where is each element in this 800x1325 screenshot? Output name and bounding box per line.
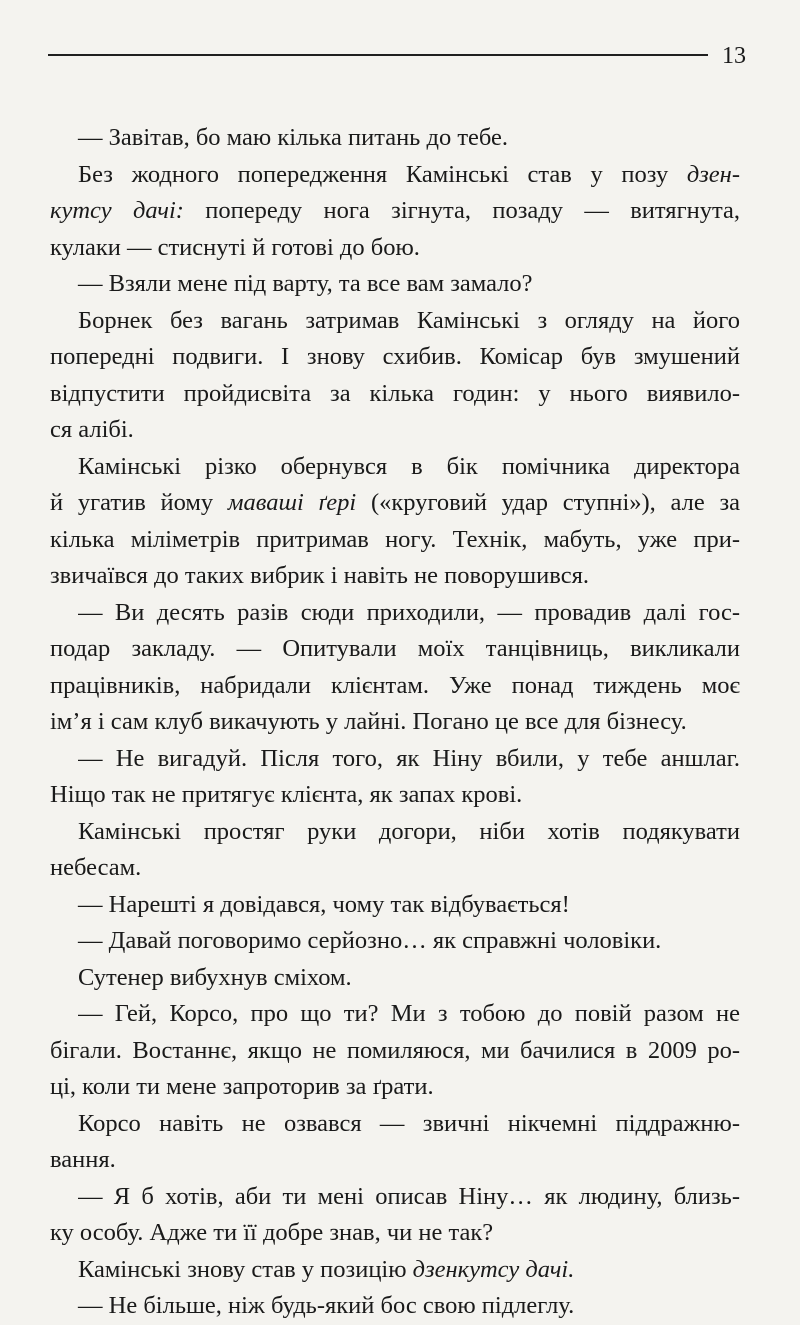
text-line: [78, 449, 740, 486]
text-line: [78, 157, 740, 194]
text-run: — Я б хотів, аби ти мені описав Ніну… як людину, близь-: [78, 1182, 740, 1210]
text-line: [50, 1142, 740, 1179]
text-line: [78, 741, 740, 778]
text-line: [78, 996, 740, 1033]
text-line: [50, 558, 740, 595]
italic-term: дзенкутсу дачі.: [412, 1255, 575, 1283]
text-line: [78, 960, 740, 997]
text-run: й угатив йому: [50, 489, 228, 516]
text-line: [50, 339, 740, 376]
text-line: [50, 850, 740, 887]
text-line: [78, 1252, 740, 1289]
text-run: — Нарешті я довідався, чому так відбувається!: [78, 890, 570, 918]
text-run: Без жодного попередження Камінські став у позу: [78, 160, 687, 188]
text-run: ся алібі.: [50, 416, 134, 443]
text-line: [50, 376, 740, 413]
text-line: [50, 1215, 740, 1252]
italic-term: дзен-: [686, 160, 740, 188]
text-line: [78, 595, 740, 632]
text-line: [78, 1179, 740, 1216]
text-line: [50, 193, 740, 230]
text-run: — Не вигадуй. Після того, як Ніну вбили, у тебе аншлаг.: [78, 744, 740, 772]
text-run: — Взяли мене під варту, та все вам замало?: [78, 270, 533, 297]
text-run: ку особу. Адже ти її добре знав, чи не так?: [50, 1219, 494, 1246]
text-line: [78, 1106, 740, 1143]
text-line: [78, 120, 740, 157]
text-run: ім’я і сам клуб викачують у лайні. Погано це все для бізнесу.: [50, 708, 687, 735]
text-run: ці, коли ти мене запроторив за ґрати.: [50, 1073, 434, 1100]
text-line: [50, 522, 740, 559]
text-line: [50, 412, 740, 449]
text-run: Камінські різко обернувся в бік помічника директора: [78, 452, 740, 480]
text-line: [50, 1033, 740, 1070]
text-line: [78, 814, 740, 851]
page-header: [48, 44, 748, 74]
text-line: [78, 887, 740, 924]
text-line: [50, 631, 740, 668]
text-run: — Гей, Корсо, про що ти? Ми з тобою до повій разом не: [78, 1000, 740, 1027]
text-run: вання.: [50, 1146, 116, 1173]
text-run: («круговий удар ступні»), але за: [356, 489, 740, 516]
text-line: [50, 777, 740, 814]
text-line: [50, 668, 740, 705]
header-rule: [48, 54, 708, 56]
text-run: попередні подвиги. І знову схибив. Комісар був змушений: [50, 343, 740, 370]
text-run: небесам.: [50, 854, 142, 881]
text-run: попереду нога зігнута, позаду — витягнута,: [183, 197, 740, 224]
text-run: відпустити пройдисвіта за кілька годин: у нього виявило-: [50, 379, 740, 407]
text-run: — Давай поговоримо серйозно… як справжні чоловіки.: [78, 927, 662, 954]
text-run: звичаївся до таких вибрик і навіть не поворушився.: [50, 562, 589, 589]
text-line: [50, 485, 740, 522]
text-line: [78, 266, 740, 303]
text-run: Сутенер вибухнув сміхом.: [78, 963, 352, 991]
text-run: — Не більше, ніж будь-який бос свою підлеглу.: [78, 1292, 575, 1319]
text-run: — Ви десять разів сюди приходили, — провадив далі гос-: [78, 598, 740, 626]
text-run: бігали. Востаннє, якщо не помиляюся, ми бачилися в 2009 ро-: [50, 1036, 740, 1064]
text-run: подар закладу. — Опитували моїх танцівниць, викликали: [50, 635, 740, 662]
italic-term: кутсу дачі:: [50, 197, 184, 224]
text-line: [50, 704, 740, 741]
text-run: Камінські знову став у позицію: [78, 1255, 413, 1283]
text-run: працівників, набридали клієнтам. Уже понад тиждень моє: [50, 671, 740, 699]
text-run: кулаки — стиснуті й готові до бою.: [50, 233, 420, 261]
text-line: [78, 303, 740, 340]
text-line: [78, 1288, 740, 1325]
italic-term: маваші ґері: [227, 489, 357, 516]
text-line: [78, 923, 740, 960]
text-run: Корсо навіть не озвався — звичні нікчемні піддражню-: [78, 1109, 740, 1137]
body-text: [50, 120, 740, 1325]
text-run: Ніщо так не притягує клієнта, як запах крові.: [50, 781, 523, 808]
text-line: [50, 1069, 740, 1106]
text-line: [50, 230, 740, 267]
page-number: 13: [722, 43, 746, 69]
text-run: — Завітав, бо маю кілька питань до тебе.: [78, 124, 509, 151]
text-run: Борнек без вагань затримав Камінські з огляду на його: [78, 306, 740, 334]
text-run: Камінські простяг руки догори, ніби хотів подякувати: [78, 817, 740, 845]
text-run: кілька міліметрів притримав ногу. Технік, мабуть, уже при-: [50, 525, 740, 553]
